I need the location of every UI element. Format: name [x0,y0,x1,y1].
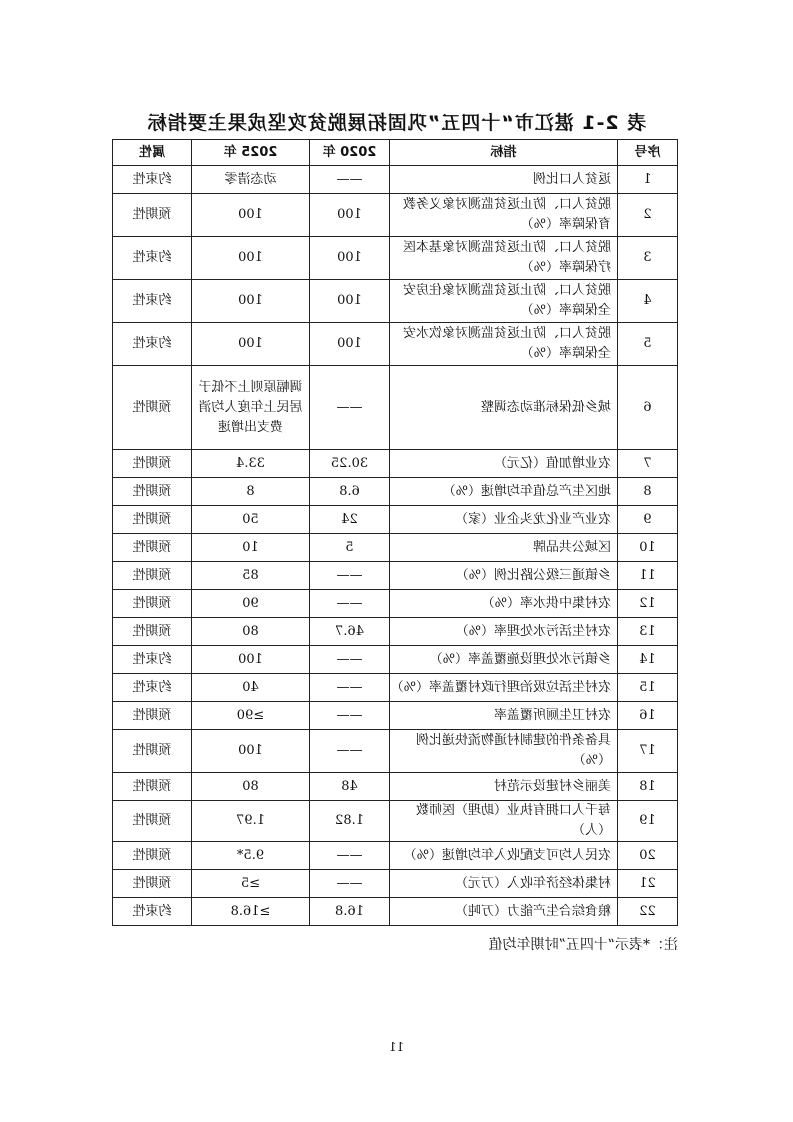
attribute-cell: 预期性 [113,366,192,450]
table-row [113,478,678,506]
value-2020-cell: —— [310,166,390,194]
attribute-cell: 预期性 [113,450,192,478]
value-2020-cell: —— [310,842,390,870]
value-2020-cell: 100 [310,237,390,280]
indicator-cell: 农业产业化龙头企业（家） [390,506,618,534]
value-2025-cell: 100 [192,194,310,237]
header-2020: 2020 年 [310,140,390,166]
row-number-cell: 13 [618,618,678,646]
table-row [113,674,678,702]
indicator-cell: 返贫人口比例 [390,166,618,194]
value-2025-cell: 8 [192,478,310,506]
indicator-cell: 脱贫人口、防止返贫监测对象饮水安全保障率（%） [390,323,618,366]
page-number: 11 [388,1040,405,1054]
row-number-cell: 3 [618,237,678,280]
table-row [113,534,678,562]
row-number-cell: 12 [618,590,678,618]
table-body [113,166,678,926]
indicator-cell: 农村生活垃圾治理行政村覆盖率（%） [390,674,618,702]
indicator-cell: 脱贫人口、防止返贫监测对象基本医疗保障率（%） [390,237,618,280]
value-2025-cell: 40 [192,674,310,702]
row-number-cell: 14 [618,646,678,674]
indicator-cell: 美丽乡村建设示范村 [390,773,618,801]
attribute-cell: 约束性 [113,674,192,702]
indicator-cell: 脱贫人口、防止返贫监测对象住房安全保障率（%） [390,280,618,323]
attribute-cell: 预期性 [113,194,192,237]
row-number-cell: 15 [618,674,678,702]
value-2025-cell: 100 [192,323,310,366]
attribute-cell: 预期性 [113,801,192,842]
row-number-cell: 21 [618,870,678,898]
value-2020-cell: 30.25 [310,450,390,478]
value-2020-cell: 6.8 [310,478,390,506]
table-row [113,618,678,646]
row-number-cell: 2 [618,194,678,237]
value-2020-cell: 24 [310,506,390,534]
value-2020-cell: —— [310,590,390,618]
value-2025-cell: 9.5* [192,842,310,870]
indicator-cell: 每千人口拥有执业（助理）医师数（人） [390,801,618,842]
indicator-cell: 具备条件的建制村通物流快递比例（%） [390,730,618,773]
value-2020-cell: 5 [310,534,390,562]
value-2020-cell: 48 [310,773,390,801]
value-2025-cell: 85 [192,562,310,590]
value-2025-cell: 33.4 [192,450,310,478]
row-number-cell: 19 [618,801,678,842]
table-row [113,323,678,366]
attribute-cell: 预期性 [113,478,192,506]
header-indicator: 指标 [390,140,618,166]
indicator-cell: 粮食综合生产能力（万吨） [390,898,618,926]
value-2020-cell: 46.7 [310,618,390,646]
row-number-cell: 9 [618,506,678,534]
value-2020-cell: —— [310,702,390,730]
value-2020-cell: —— [310,674,390,702]
row-number-cell: 4 [618,280,678,323]
value-2025-cell: ≥90 [192,702,310,730]
row-number-cell: 5 [618,323,678,366]
attribute-cell: 约束性 [113,323,192,366]
table-row [113,366,678,450]
attribute-cell: 预期性 [113,534,192,562]
value-2025-cell: ≥5 [192,870,310,898]
header-no: 序号 [618,140,678,166]
table-header-row [113,140,678,166]
table-title: 表 2-1 湛江市“十四五”巩固拓展脱贫攻坚成果主要指标 [146,112,647,134]
value-2020-cell: —— [310,730,390,773]
value-2025-cell: 1.97 [192,801,310,842]
indicator-cell: 村集体经济年收入（万元） [390,870,618,898]
value-2020-cell: —— [310,646,390,674]
indicator-cell: 脱贫人口、防止返贫监测对象义务教育保障率（%） [390,194,618,237]
row-number-cell: 11 [618,562,678,590]
row-number-cell: 18 [618,773,678,801]
header-2025: 2025 年 [192,140,310,166]
table-row [113,801,678,842]
footnote: 注：*表示“十四五”时期年均值 [488,937,678,953]
value-2025-cell: 动态清零 [192,166,310,194]
attribute-cell: 约束性 [113,280,192,323]
value-2025-cell: 50 [192,506,310,534]
row-number-cell: 17 [618,730,678,773]
value-2025-cell: 100 [192,237,310,280]
value-2025-cell: ≥16.8 [192,898,310,926]
attribute-cell: 约束性 [113,898,192,926]
indicator-cell: 区域公共品牌 [390,534,618,562]
indicator-cell: 农业增加值（亿元） [390,450,618,478]
table-row [113,450,678,478]
table-row [113,562,678,590]
value-2025-cell: 100 [192,646,310,674]
indicator-table [112,139,678,926]
table-row [113,280,678,323]
indicator-cell: 城乡低保标准动态调整 [390,366,618,450]
value-2020-cell: —— [310,366,390,450]
value-2020-cell: 100 [310,280,390,323]
table-row [113,646,678,674]
attribute-cell: 预期性 [113,618,192,646]
row-number-cell: 10 [618,534,678,562]
table-row [113,730,678,773]
row-number-cell: 16 [618,702,678,730]
indicator-cell: 农村生活污水处理率（%） [390,618,618,646]
attribute-cell: 预期性 [113,842,192,870]
table-row [113,898,678,926]
indicator-cell: 农民人均可支配收入年均增速（%） [390,842,618,870]
table-row [113,237,678,280]
value-2025-cell: 100 [192,730,310,773]
row-number-cell: 6 [618,366,678,450]
value-2025-cell: 调幅原则上不低于居民上年度人均消费支出增速 [192,366,310,450]
row-number-cell: 7 [618,450,678,478]
value-2025-cell: 10 [192,534,310,562]
indicator-cell: 地区生产总值年均增速（%） [390,478,618,506]
value-2020-cell: 100 [310,194,390,237]
indicator-cell: 乡镇通三级公路比例（%） [390,562,618,590]
attribute-cell: 约束性 [113,646,192,674]
value-2020-cell: 16.8 [310,898,390,926]
row-number-cell: 1 [618,166,678,194]
attribute-cell: 约束性 [113,166,192,194]
value-2025-cell: 90 [192,590,310,618]
attribute-cell: 预期性 [113,506,192,534]
value-2025-cell: 80 [192,773,310,801]
value-2020-cell: 100 [310,323,390,366]
attribute-cell: 预期性 [113,870,192,898]
attribute-cell: 预期性 [113,562,192,590]
table-row [113,842,678,870]
indicator-cell: 农村卫生厕所覆盖率 [390,702,618,730]
value-2025-cell: 100 [192,280,310,323]
table-row [113,773,678,801]
table-row [113,870,678,898]
attribute-cell: 预期性 [113,773,192,801]
table-row [113,702,678,730]
row-number-cell: 22 [618,898,678,926]
indicator-cell: 乡镇污水处理设施覆盖率（%） [390,646,618,674]
value-2020-cell: —— [310,562,390,590]
row-number-cell: 20 [618,842,678,870]
table-row [113,506,678,534]
value-2020-cell: —— [310,870,390,898]
table-row [113,194,678,237]
attribute-cell: 约束性 [113,237,192,280]
value-2020-cell: 1.82 [310,801,390,842]
table-row [113,590,678,618]
indicator-cell: 农村集中供水率（%） [390,590,618,618]
table-row [113,166,678,194]
attribute-cell: 预期性 [113,730,192,773]
header-attr: 属性 [113,140,192,166]
attribute-cell: 预期性 [113,590,192,618]
row-number-cell: 8 [618,478,678,506]
attribute-cell: 预期性 [113,702,192,730]
value-2025-cell: 80 [192,618,310,646]
